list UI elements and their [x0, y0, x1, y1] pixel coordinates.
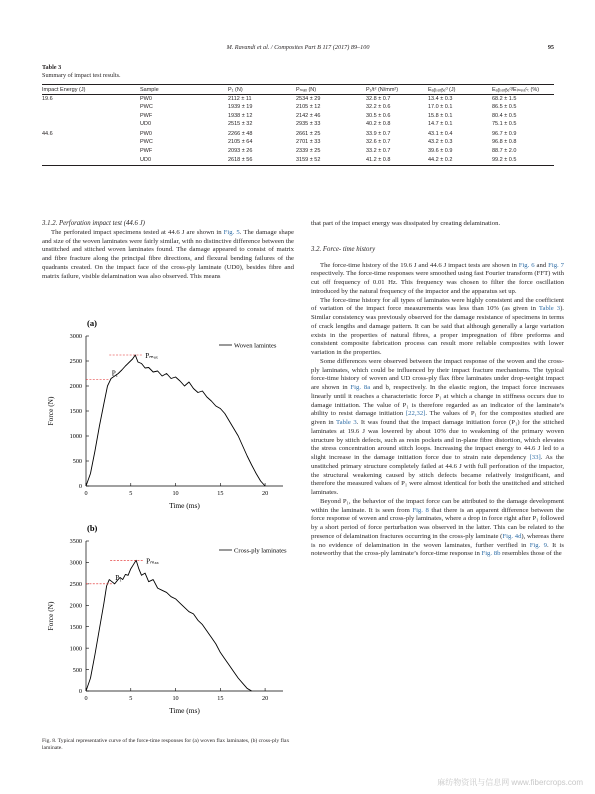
y-axis-label: Force (N) [46, 601, 55, 631]
y-tick-label: 2000 [69, 383, 82, 391]
table-cell: 2515 ± 32 [228, 121, 253, 128]
table-cell: PWC [140, 104, 153, 111]
table-row [42, 121, 554, 130]
x-tick-label: 0 [84, 695, 88, 702]
table-cell: 2534 ± 29 [296, 95, 321, 102]
table-row [42, 112, 554, 121]
table-cell: 41.2 ± 0.8 [366, 156, 428, 165]
y-tick-label: 2500 [69, 358, 82, 366]
table-cell [42, 139, 140, 148]
table-header-row [42, 85, 554, 95]
cross-reference-link[interactable]: [33] [529, 454, 541, 461]
table-row [42, 129, 554, 138]
table-cell: 43.1 ± 0.4 [428, 130, 453, 137]
figure-caption: Fig. 8. Typical representative curve of the force-time responses for (a) woven flax laminates, (b) cross-ply flax laminate. [42, 738, 290, 752]
table-cell: 2112 ± 11 [228, 95, 252, 102]
table-cell [42, 104, 140, 113]
section-heading-3-1-2: 3.1.2. Perforation impact test (44.6 J) [42, 220, 145, 227]
table-cell: 19.6 [42, 95, 53, 102]
table-cell [42, 156, 140, 165]
x-axis-label: Time (ms) [169, 501, 200, 510]
x-tick-label: 10 [172, 695, 179, 702]
table-cell: 15.8 ± 0.1 [428, 112, 453, 119]
panel-label: (a) [87, 318, 97, 328]
y-tick-label: 1500 [69, 623, 82, 631]
cross-reference-link[interactable]: Fig. 5 [223, 228, 240, 236]
table-cell: 2105 ± 64 [228, 139, 253, 146]
running-title: M. Ravandi et al. / Composites Part B 117 (2017) 89–100 [226, 44, 370, 51]
table-header-cell: Eₐᵦₛₒᵣᵦₑᵈ/Eᵢₘₚₐᶜₜ (%) [492, 85, 554, 95]
cross-reference-link[interactable]: Fig. 9 [529, 541, 548, 549]
table-cell [42, 121, 140, 130]
table-cell: 2093 ± 26 [228, 147, 253, 154]
table-cell: 2105 ± 12 [296, 104, 321, 111]
table-body [42, 95, 554, 166]
right-column-text [311, 220, 564, 559]
annotation-label: P₁ [115, 573, 122, 582]
y-tick-label: 1000 [69, 645, 82, 653]
y-tick-label: 2500 [69, 581, 82, 589]
table-cell: 39.6 ± 0.9 [428, 147, 453, 154]
cross-reference-link[interactable]: Table 3 [336, 419, 357, 426]
x-tick-label: 5 [129, 490, 133, 497]
cross-reference-link[interactable]: Fig. 4d [502, 532, 522, 540]
x-tick-label: 5 [129, 695, 133, 702]
table-row [42, 139, 554, 148]
table-cell: 96.7 ± 0.9 [492, 130, 517, 137]
right-paragraph-1: The force-time history of the 19.6 J and 44.6 J impact tests are shown in Fig. 6 and Fig. 7 respectively. The force-time responses were smoothed using fast Fourier transform (FFT) with cut off frequency of 0.01 Hz. This frequency was chosen to filter the force oscillation introduced by the natural frequency of the impactor and the apparatus set up. [311, 261, 565, 295]
table-row [42, 95, 554, 104]
table-cell: 2142 ± 46 [296, 112, 321, 119]
cross-reference-link[interactable]: Fig. 7 [548, 261, 565, 269]
table-cell: 2701 ± 33 [296, 139, 321, 146]
cross-reference-link[interactable]: Fig. 8b [481, 550, 501, 558]
table-label: Table 3 [42, 64, 62, 71]
table-cell: 80.4 ± 0.5 [492, 112, 517, 119]
table-cell: 17.0 ± 0.1 [428, 104, 453, 111]
table-cell: 30.5 ± 0.6 [366, 112, 391, 119]
cross-reference-link[interactable]: Fig. 8 [412, 506, 429, 514]
left-paragraph-1: The perforated impact specimens tested at 44.6 J are shown in Fig. 5. The damage shape and size of the woven laminates were fairly similar, with no distinctive difference between the unstitched and stitched woven laminates found. The damage appeared to consist of matrix and fibre fracture along the principal fibre directions, and flexural bending failures of the quadrants created. On the impact face of the cross-ply laminate (UD0), besides fibre and matrix failure, visible delamination was also observed. This means [42, 228, 294, 280]
table-cell [42, 112, 140, 121]
table-cell: PWF [140, 147, 153, 154]
annotation-label: Pₘₐₓ [146, 557, 159, 566]
table-cell: PWF [140, 112, 153, 119]
table-cell: 86.5 ± 0.5 [492, 104, 517, 111]
table-header-cell: P₁ (N) [228, 85, 296, 95]
table-cell [42, 147, 140, 156]
table-cell: 32.8 ± 0.7 [366, 95, 391, 102]
cross-reference-link[interactable]: [22,32] [405, 410, 426, 418]
table-cell: 96.8 ± 0.8 [492, 139, 517, 146]
y-tick-label: 500 [72, 666, 82, 674]
table-title-block [42, 64, 121, 80]
table-header-cell: Impact Energy (J) [42, 85, 140, 95]
table-cell: 88.7 ± 2.0 [492, 147, 517, 154]
y-tick-label: 3000 [69, 559, 82, 567]
table-row [42, 147, 554, 156]
y-tick-label: 1500 [69, 408, 82, 416]
table-cell: 99.2 ± 0.5 [492, 156, 554, 165]
table-cell: 44.6 [42, 130, 53, 137]
x-tick-label: 10 [172, 490, 179, 497]
table-cell: PWC [140, 139, 153, 146]
table-cell: 2618 ± 56 [228, 156, 296, 165]
right-paragraph-2: The force-time history for all types of laminates were highly consistent and the coefficient of variation of the impact force measurements was less than 10% (as given in Table 3). Similar consistency was previously observed for the damage resistance of specimens in terms of crack lengths and damage pattern. It can be said that although generally a large variation exists in the properties of natural fibres, a proper impregnation of fibre preforms and consistent composite fabrication process can result more reliable composites with lower variation in the properties. [311, 296, 564, 356]
y-tick-label: 500 [72, 458, 82, 466]
section-heading-3-2: 3.2. Force- time history [311, 245, 376, 253]
table-cell: 1938 ± 12 [228, 112, 253, 119]
y-tick-label: 0 [78, 688, 82, 696]
annotation-label: P₁ [111, 369, 119, 378]
table-cell: 44.2 ± 0.2 [428, 156, 492, 165]
table-cell: 40.2 ± 0.8 [366, 121, 391, 128]
table-cell: PW0 [140, 95, 152, 102]
right-paragraph-4: Beyond P₁, the behavior of the impact force can be attributed to the damage development within the laminate. It is seen from Fig. 8 that there is an apparent difference between the force response of woven and cross-ply laminates, where a drop in force right after P₁ followed by a short period of force perturbation was observed in the latter. This can be related to the presence of delamination fractures occurring in the cross-ply laminate (Fig. 4d), whereas there is no evidence of delamination in the woven laminates, further verified in Fig. 9. It is noteworthy that the cross-ply laminate’s force-time response in Fig. 8b resembles those of the [311, 497, 565, 558]
y-tick-label: 0 [78, 483, 82, 491]
table-cell: 14.7 ± 0.1 [428, 121, 453, 128]
table-cell: 68.2 ± 1.5 [492, 95, 517, 102]
cross-reference-link[interactable]: Fig. 6 [518, 261, 535, 269]
series-line [86, 560, 252, 691]
x-tick-label: 0 [84, 490, 88, 497]
annotation-label: Pₘₐₓ [145, 352, 158, 360]
table-cell: 33.9 ± 0.7 [366, 130, 391, 137]
table-header-cell: P₁/t² (N/mm²) [366, 85, 428, 95]
cross-reference-link[interactable]: Fig. 8a [350, 384, 371, 391]
table-row [42, 104, 554, 113]
table-cell: PW0 [140, 130, 152, 137]
right-paragraph-3: Some differences were observed between the impact response of the woven and the cross-ply laminates, which could be influenced by their impact fracture mechanisms. The typical force-time history of woven and UD cross-ply flax fibre laminates under drop-weight impact are shown in Fig. 8a and b, respectively. In the elastic region, the impact force increases linearly until it reaches a characteristic force P₁ at which a change in stiffness occurs due to damage initiation. The value of P₁ is therefore regarded as an indicator of the laminate’s ability to resist damage initiation [22,32]. The values of P₁ for the composites studied are given in Table 3. It was found that the impact damage initiation force (P₁) for the stitched laminates at 19.6 J was lowered by about 10% due to weakening of the primary woven structure by stitch defects, such as resin pockets and in-plane fibre distortion, which elevates the stress concentration around stitch loops. Increasing the impact energy to 44.6 J led to a slight increase in the damage initiation force due to strain rate dependency [33]. As the unstitched primary structure completely failed at 44.6 J with full perforation of the impactor, the structural weakening caused by stitch defects became relatively insignificant, and therefore the measured values of P₁ were almost identical for both the unstitched and stitched laminates. [311, 357, 564, 496]
x-axis-label: Time (ms) [169, 706, 200, 715]
page-number: 95 [547, 44, 554, 51]
x-tick-label: 20 [261, 490, 269, 497]
table-row [42, 156, 554, 165]
y-tick-label: 2000 [69, 602, 82, 610]
table-cell: 2339 ± 25 [296, 147, 321, 154]
table-header-cell: Sample [140, 85, 228, 95]
table-cell: 32.6 ± 0.7 [366, 139, 391, 146]
watermark: 麻纺物资讯与信息网 www.fibercrops.com [437, 778, 583, 787]
left-column-text [42, 220, 294, 281]
table-cell: 75.1 ± 0.5 [492, 121, 517, 128]
table-cell: UD0 [140, 121, 152, 128]
cross-reference-link[interactable]: Table 3 [538, 305, 561, 313]
table-title: Summary of impact test results. [42, 72, 121, 79]
right-paragraph-0: that part of the impact energy was dissipated by creating delamination. [311, 220, 501, 227]
table-header-cell: Eₐᵦₛₒᵣᵦₑᵈ (J) [428, 85, 492, 95]
y-tick-label: 1000 [69, 433, 82, 441]
table-cell: 2266 ± 48 [228, 130, 253, 137]
table-cell: 33.2 ± 0.7 [366, 147, 391, 154]
figure-8 [42, 308, 294, 728]
chart-panel-a [46, 318, 283, 510]
x-tick-label: 20 [261, 695, 269, 702]
table-cell: UD0 [140, 156, 228, 165]
y-tick-label: 3000 [69, 333, 82, 341]
y-axis-label: Force (N) [46, 396, 55, 426]
x-tick-label: 15 [217, 490, 224, 497]
table-cell: 32.2 ± 0.6 [366, 104, 391, 111]
table-cell: 43.2 ± 0.3 [428, 139, 453, 146]
table-cell: 1939 ± 19 [228, 104, 253, 111]
legend-entry: Cross-ply laminates [234, 547, 287, 555]
table-cell: 13.4 ± 0.3 [428, 95, 453, 102]
x-tick-label: 15 [217, 695, 224, 702]
table-cell: 2935 ± 33 [296, 121, 321, 128]
y-tick-label: 3500 [69, 538, 82, 546]
impact-results-table [42, 84, 554, 166]
table-cell: 2661 ± 25 [296, 130, 321, 137]
legend-entry: Woven lamintes [234, 342, 277, 350]
table-cell: 3159 ± 52 [296, 156, 366, 165]
table-header-cell: Pₘₐₓ (N) [296, 85, 366, 95]
chart-panel-b [46, 523, 287, 715]
panel-label: (b) [87, 523, 98, 533]
